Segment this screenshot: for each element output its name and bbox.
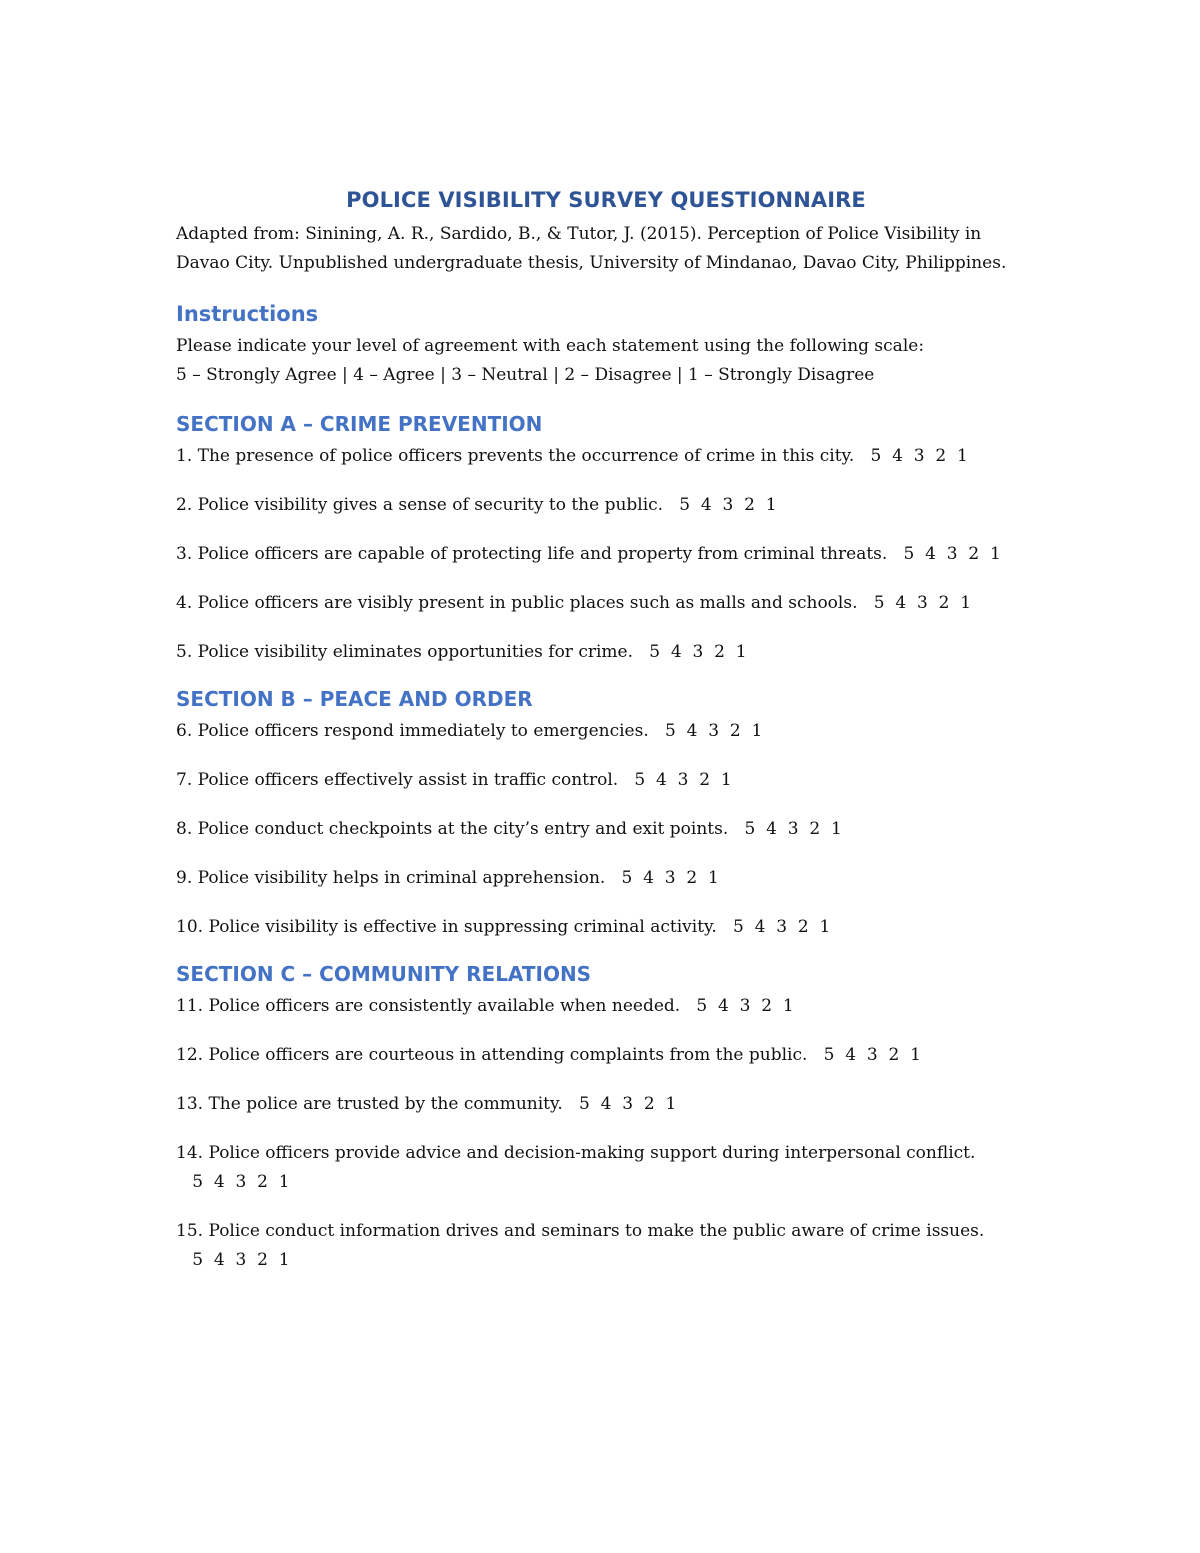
section-a: [176, 412, 1036, 667]
item-statement: 7. Police officers effectively assist in traffic control.: [176, 770, 619, 790]
item-statement: 1. The presence of police officers prevents the occurrence of crime in this city.: [176, 446, 855, 466]
survey-item: [176, 815, 1036, 844]
item-statement: 4. Police officers are visibly present in public places such as malls and schools.: [176, 593, 858, 613]
survey-item: [176, 540, 1036, 569]
survey-item: [176, 1139, 1036, 1197]
rating-scale: 5 4 3 2 1: [633, 642, 747, 662]
survey-item: [176, 992, 1036, 1021]
section-heading: SECTION C – COMMUNITY RELATIONS: [176, 962, 592, 986]
item-statement: 14. Police officers provide advice and decision-making support during interpersonal conflict.: [176, 1143, 976, 1163]
rating-scale: 5 4 3 2 1: [854, 446, 968, 466]
rating-scale: 5 4 3 2 1: [680, 996, 794, 1016]
rating-scale: 5 4 3 2 1: [663, 495, 777, 515]
survey-item: [176, 1217, 1036, 1275]
survey-item: [176, 589, 1036, 618]
rating-scale: 5 4 3 2 1: [176, 1250, 290, 1270]
survey-item: [176, 717, 1036, 746]
item-statement: 6. Police officers respond immediately to emergencies.: [176, 721, 649, 741]
item-statement: 13. The police are trusted by the community.: [176, 1094, 563, 1114]
rating-scale: 5 4 3 2 1: [618, 770, 732, 790]
rating-scale: 5 4 3 2 1: [648, 721, 763, 741]
rating-scale: 5 4 3 2 1: [728, 819, 842, 839]
document-body: [176, 188, 1036, 1295]
rating-scale: 5 4 3 2 1: [716, 917, 831, 937]
survey-item: [176, 442, 1036, 471]
rating-scale: 5 4 3 2 1: [887, 544, 1001, 564]
item-statement: 15. Police conduct information drives and seminars to make the public aware of crime issues.: [176, 1221, 985, 1241]
instructions-heading: Instructions: [176, 302, 319, 326]
survey-item: [176, 491, 1036, 520]
instructions-text: Please indicate your level of agreement with each statement using the following scale:: [176, 336, 925, 356]
rating-scale: 5 4 3 2 1: [176, 1172, 290, 1192]
survey-item: [176, 864, 1036, 893]
section-b: [176, 687, 1036, 942]
section-heading: SECTION B – PEACE AND ORDER: [176, 687, 533, 711]
source-citation: Adapted from: Sinining, A. R., Sardido, B., & Tutor, J. (2015). Perception of Police Visibility in Davao City. Unpublished undergraduate thesis, University of Mindanao, Davao City, Philippines.: [176, 224, 1007, 273]
rating-scale: 5 4 3 2 1: [605, 868, 719, 888]
document-title: POLICE VISIBILITY SURVEY QUESTIONNAIRE: [346, 188, 866, 212]
item-statement: 8. Police conduct checkpoints at the city’s entry and exit points.: [176, 819, 729, 839]
rating-scale: 5 4 3 2 1: [562, 1094, 677, 1114]
scale-legend: 5 – Strongly Agree | 4 – Agree | 3 – Neutral | 2 – Disagree | 1 – Strongly Disagree: [176, 365, 875, 385]
survey-item: [176, 1041, 1036, 1070]
item-statement: 11. Police officers are consistently available when needed.: [176, 996, 681, 1016]
rating-scale: 5 4 3 2 1: [857, 593, 972, 613]
item-statement: 9. Police visibility helps in criminal apprehension.: [176, 868, 606, 888]
item-statement: 2. Police visibility gives a sense of security to the public.: [176, 495, 664, 515]
section-heading: SECTION A – CRIME PREVENTION: [176, 412, 543, 436]
item-statement: 5. Police visibility eliminates opportunities for crime.: [176, 642, 634, 662]
item-statement: 12. Police officers are courteous in attending complaints from the public.: [176, 1045, 808, 1065]
rating-scale: 5 4 3 2 1: [807, 1045, 921, 1065]
item-statement: 10. Police visibility is effective in suppressing criminal activity.: [176, 917, 717, 937]
survey-item: [176, 1090, 1036, 1119]
survey-item: [176, 766, 1036, 795]
survey-item: [176, 638, 1036, 667]
survey-item: [176, 913, 1036, 942]
item-statement: 3. Police officers are capable of protecting life and property from criminal threats.: [176, 544, 888, 564]
section-c: [176, 962, 1036, 1275]
